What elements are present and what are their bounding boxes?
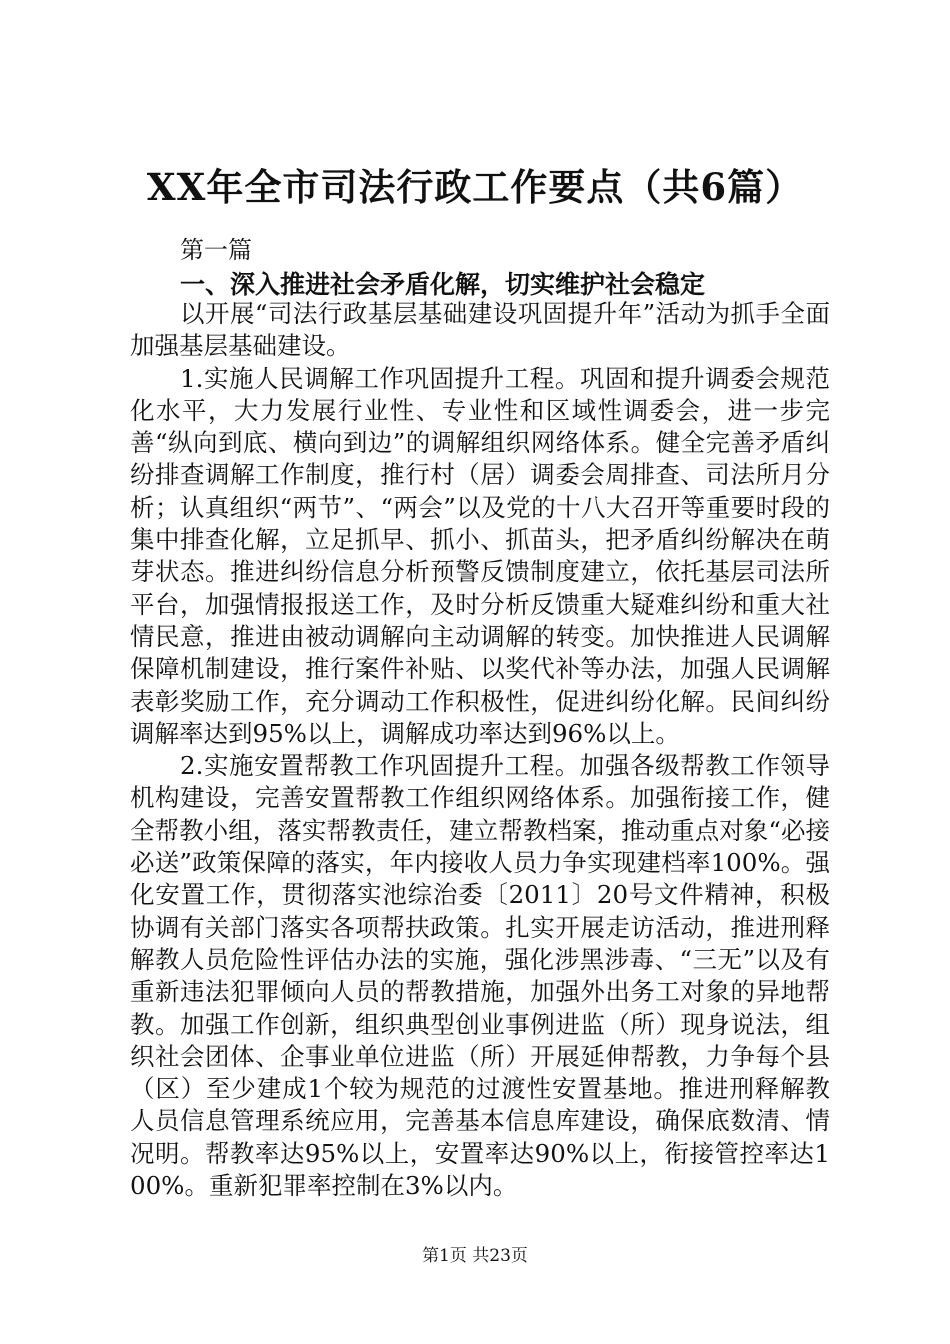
section-label: 第一篇 [180, 236, 252, 264]
document-title: XX年全市司法行政工作要点（共6篇） [146, 165, 804, 209]
section-heading: 一、深入推进社会矛盾化解，切实维护社会稳定 [180, 270, 706, 299]
paragraph-intro: 以开展“司法行政基层基础建设巩固提升年”活动为抓手全面加强基层基础建设。 [130, 299, 830, 361]
page-footer: 第1页 共23页 [422, 1246, 528, 1266]
paragraph-resettlement: 2.实施安置帮教工作巩固提升工程。加强各级帮教工作领导机构建设，完善安置帮教工作组织网络体系。加强衔接工作，健全帮教小组，落实帮教责任，建立帮教档案，推动重点对象“必接必送”政策保障的落实，年内接收人员力争实现建档率100%。强化安置工作，贯彻落实池综治委〔2011〕20号文件精神，积极协调有关部门落实各项帮扶政策。扎实开展走访活动，推进刑释解教人员危险性评估办法的实施，强化涉黑涉毒、“三无”以及有重新违法犯罪倾向人员的帮教措施，加强外出务工对象的异地帮教。加强工作创新，组织典型创业事例进监（所）现身说法，组织社会团体、企事业单位进监（所）开展延伸帮教，力争每个县（区）至少建成1个较为规范的过渡性安置基地。推进刑释解教人员信息管理系统应用，完善基本信息库建设，确保底数清、情况明。帮教率达95%以上，安置率达90%以上，衔接管控率达100%。重新犯罪率控制在3%以内。 [130, 751, 830, 1201]
paragraph-mediation: 1.实施人民调解工作巩固提升工程。巩固和提升调委会规范化水平，大力发展行业性、专业性和区域性调委会，进一步完善“纵向到底、横向到边”的调解组织网络体系。健全完善矛盾纠纷排查调解工作制度，推行村（居）调委会周排查、司法所月分析；认真组织“两节”、“两会”以及党的十八大召开等重要时段的集中排查化解，立足抓早、抓小、抓苗头，把矛盾纠纷解决在萌芽状态。推进纠纷信息分析预警反馈制度建立，依托基层司法所平台，加强情报报送工作，及时分析反馈重大疑难纠纷和重大社情民意，推进由被动调解向主动调解的转变。加快推进人民调解保障机制建设，推行案件补贴、以奖代补等办法，加强人民调解表彰奖励工作，充分调动工作积极性，促进纠纷化解。民间纠纷调解率达到95%以上，调解成功率达到96%以上。 [130, 363, 830, 748]
body-text [130, 298, 830, 1202]
